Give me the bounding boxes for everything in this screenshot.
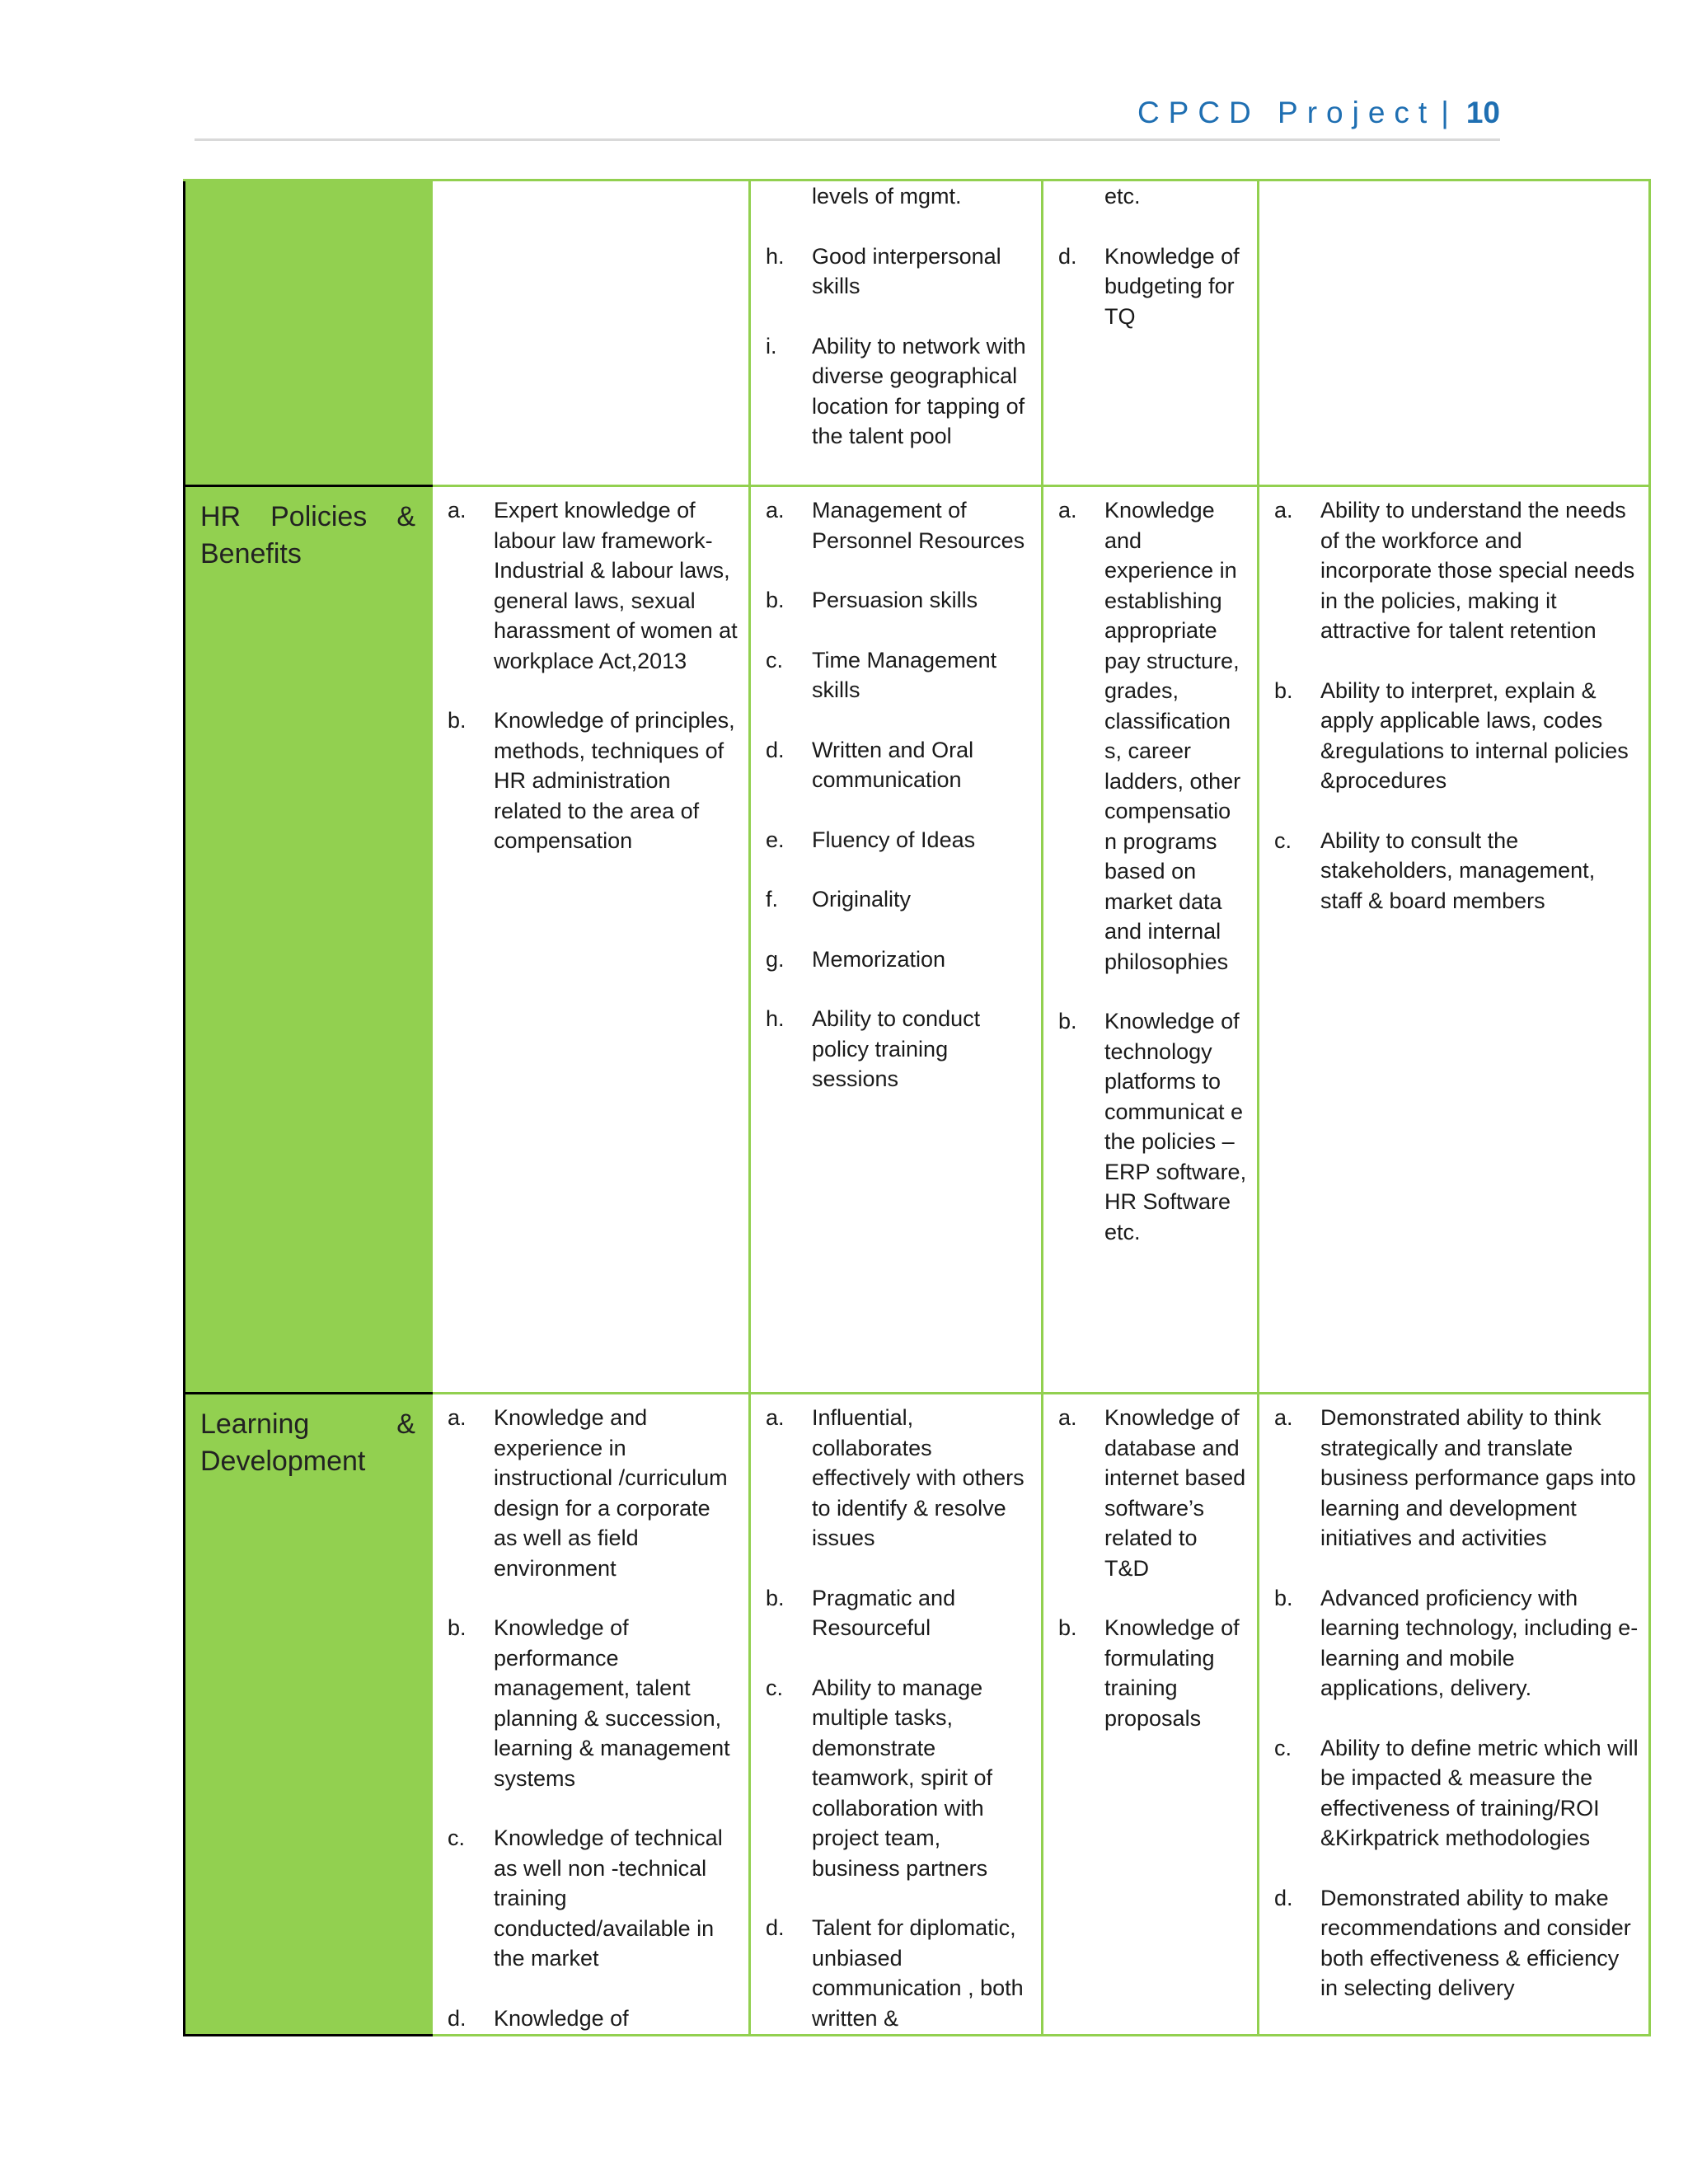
list-item-text: Originality — [812, 887, 912, 912]
list-item-text: Advanced proficiency with learning technology, including e-learning and mobile applications, delivery. — [1320, 1585, 1639, 1700]
list-item — [762, 495, 1031, 555]
list-item-text: Knowledge of budgeting for TQ — [1104, 243, 1240, 329]
list-item-text: Ability to network with diverse geographical location for tapping of the talent pool — [812, 333, 1026, 448]
list-item — [1055, 495, 1247, 977]
list-marker: c. — [766, 647, 784, 673]
list-item — [762, 735, 1031, 795]
list-item-text: Written and Oral communication — [812, 737, 974, 792]
list-item-text: Expert knowledge of labour law framework- Industrial & labour laws, general laws, sexual harassment of women at workplace Act,2013 — [494, 498, 738, 673]
list-item-text: Talent for diplomatic, unbiased communication , both written & — [812, 1915, 1024, 2031]
list-item — [444, 2004, 738, 2034]
list-item — [1055, 181, 1247, 212]
list-item — [762, 1673, 1031, 1884]
list-marker: d. — [766, 1915, 785, 1940]
table-row — [185, 486, 1650, 1394]
list-marker: f. — [766, 887, 779, 912]
list-item — [1055, 1613, 1247, 1733]
list-marker: g. — [766, 946, 785, 972]
list-item-text: Knowledge of performance management, talent planning & succession, learning & management systems — [494, 1615, 730, 1791]
list-marker — [762, 181, 812, 212]
competency-cell — [750, 486, 1043, 1394]
table-row — [185, 1394, 1650, 2036]
list-marker: d. — [448, 2005, 467, 2031]
list-item — [762, 585, 1031, 616]
list-marker: e. — [766, 827, 785, 852]
list-item-text: Pragmatic and Resourceful — [812, 1585, 956, 1640]
list-marker: a. — [766, 1405, 785, 1430]
list-item-text: Knowledge and experience in establishing appropriate pay structure, grades, classification s, career ladders, other compensatio n programs based on market data and internal philosophies — [1104, 498, 1241, 974]
competency-cell — [1043, 486, 1259, 1394]
list-item — [762, 1004, 1031, 1094]
list-item-text: Ability to interpret, explain & apply applicable laws, codes &regulations to internal policies &procedures — [1320, 677, 1629, 793]
list-item — [762, 884, 1031, 915]
list-item-text: Influential, collaborates effectively with others to identify & resolve issues — [812, 1405, 1025, 1550]
competency-cell — [432, 1394, 750, 2036]
list-item — [762, 645, 1031, 705]
list-item — [444, 1613, 738, 1793]
list-marker: c. — [766, 1675, 784, 1700]
list-item-text: Ability to define metric which will be impacted & measure the effectiveness of training/ROI &Kirkpatrick methodologies — [1320, 1735, 1639, 1850]
list-marker — [1055, 181, 1104, 212]
list-item — [1271, 1403, 1639, 1554]
list-marker: a. — [766, 498, 785, 523]
list-item-text: Time Management skills — [812, 647, 997, 702]
competency-cell — [1259, 486, 1650, 1394]
page-header — [195, 82, 1500, 141]
area-label: Learning & Development — [200, 1408, 415, 1477]
list-item-text: Knowledge of — [494, 2005, 629, 2031]
list-item-text: Good interpersonal skills — [812, 243, 1001, 298]
list-marker: h. — [766, 1006, 785, 1031]
list-marker: a. — [1274, 1405, 1293, 1430]
list-item — [762, 1403, 1031, 1554]
header-title-block — [1137, 96, 1500, 130]
list-marker: b. — [766, 1585, 785, 1610]
list-item — [444, 495, 738, 676]
list-item-text: Knowledge of technology platforms to communicat e the policies –ERP software, HR Software etc. — [1104, 1009, 1247, 1244]
list-item — [1055, 1006, 1247, 1247]
list-item — [444, 705, 738, 856]
list-item — [444, 1823, 738, 1974]
list-marker: a. — [1058, 498, 1077, 523]
area-cell — [185, 1394, 432, 2036]
header-separator: | — [1441, 96, 1458, 129]
list-item-text: levels of mgmt. — [812, 184, 962, 209]
list-item — [762, 1583, 1031, 1643]
page-number: 10 — [1465, 96, 1500, 129]
competency-cell — [750, 1394, 1043, 2036]
competency-cell — [1043, 1394, 1259, 2036]
table-row — [185, 180, 1650, 486]
list-marker: i. — [766, 333, 777, 359]
area-label: HR Policies & Benefits — [200, 501, 415, 569]
list-item — [762, 944, 1031, 975]
list-item — [1055, 1403, 1247, 1583]
list-marker: b. — [448, 708, 467, 733]
list-item — [762, 331, 1031, 452]
list-item-text: Ability to conduct policy training sessions — [812, 1006, 981, 1091]
list-item-text: Ability to understand the needs of the workforce and incorporate those special needs in the policies, making it attractive for talent retention — [1320, 498, 1635, 643]
list-item — [1271, 495, 1639, 646]
list-item-text: Knowledge of database and internet based software’s related to T&D — [1104, 1405, 1246, 1581]
list-item — [1055, 241, 1247, 332]
list-marker: d. — [1274, 1885, 1293, 1910]
list-item-text: Knowledge of formulating training proposals — [1104, 1615, 1240, 1731]
competency-cell — [432, 486, 750, 1394]
list-marker: h. — [766, 243, 785, 269]
list-item — [1271, 676, 1639, 796]
list-item-text: Ability to manage multiple tasks, demonstrate teamwork, spirit of collaboration with project team, business partners — [812, 1675, 993, 1881]
list-item — [1271, 826, 1639, 916]
list-marker: a. — [448, 1405, 467, 1430]
list-item-text: Knowledge of principles, methods, techniques of HR administration related to the area of compensation — [494, 708, 735, 853]
list-item — [762, 825, 1031, 855]
list-item — [762, 181, 1031, 212]
list-marker: c. — [1274, 827, 1292, 853]
list-marker: d. — [766, 737, 785, 762]
list-marker: b. — [448, 1615, 467, 1640]
competency-table — [183, 179, 1651, 2036]
list-item-text: Fluency of Ideas — [812, 827, 976, 852]
area-cell — [185, 486, 432, 1394]
document-title: CPCD Project — [1137, 96, 1437, 129]
list-item-text: Knowledge and experience in instructional /curriculum design for a corporate as well as field environment — [494, 1405, 728, 1581]
competency-cell — [432, 180, 750, 486]
list-item — [1271, 1883, 1639, 2004]
list-marker: a. — [1058, 1405, 1077, 1430]
list-marker: b. — [766, 588, 785, 612]
list-item-text: Persuasion skills — [812, 588, 978, 612]
list-marker: a. — [1274, 498, 1293, 523]
area-cell — [185, 180, 432, 486]
list-item-text: Knowledge of technical as well non -technical training conducted/available in the market — [494, 1825, 723, 1971]
list-marker: c. — [448, 1825, 466, 1850]
list-item-text: etc. — [1104, 184, 1141, 209]
list-marker: b. — [1274, 1585, 1293, 1610]
list-item-text: Demonstrated ability to think strategically and translate business performance gaps into learning and development initiatives and activities — [1320, 1405, 1636, 1550]
list-marker: c. — [1274, 1735, 1292, 1760]
competency-cell — [750, 180, 1043, 486]
list-item — [1271, 1733, 1639, 1854]
list-marker: d. — [1058, 243, 1077, 269]
list-item — [1271, 1583, 1639, 1704]
list-item-text: Ability to consult the stakeholders, management, staff & board members — [1320, 827, 1596, 913]
list-marker: b. — [1058, 1009, 1077, 1033]
list-item-text: Demonstrated ability to make recommendations and consider both effectiveness & efficiency in selecting delivery — [1320, 1885, 1631, 2000]
list-item — [762, 1913, 1031, 2033]
competency-cell — [1259, 1394, 1650, 2036]
competency-cell — [1259, 180, 1650, 486]
list-item — [444, 1403, 738, 1583]
list-marker: b. — [1058, 1615, 1077, 1640]
list-item — [762, 241, 1031, 302]
list-item-text: Memorization — [812, 946, 946, 972]
competency-cell — [1043, 180, 1259, 486]
list-item-text: Management of Personnel Resources — [812, 498, 1025, 553]
list-marker: b. — [1274, 677, 1293, 703]
list-marker: a. — [448, 498, 467, 523]
